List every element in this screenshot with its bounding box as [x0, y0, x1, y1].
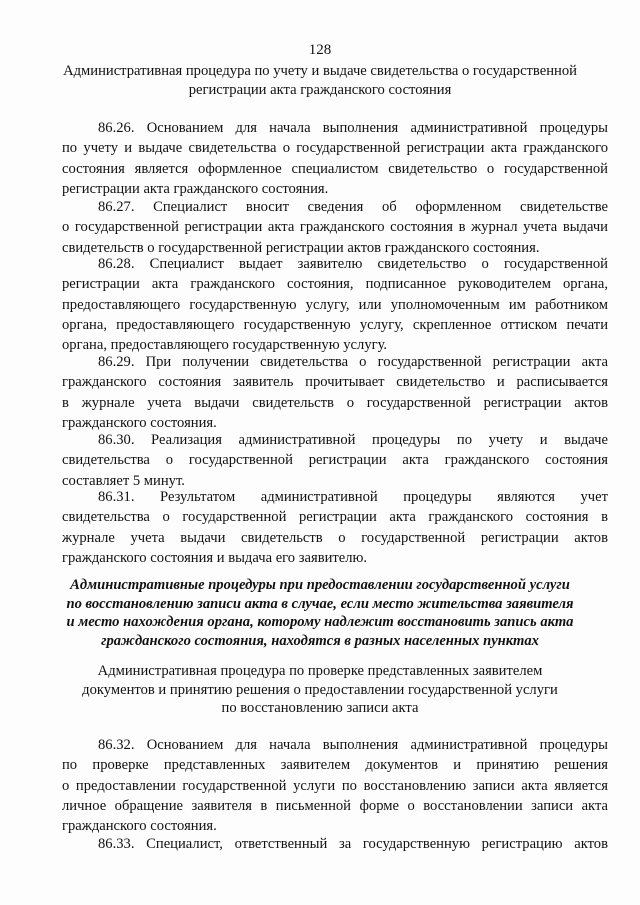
title-line: регистрации акта гражданского состояния — [188, 81, 452, 98]
paragraph-line: гражданского состояния заявитель прочитывает свидетельство и расписывается — [62, 374, 608, 391]
paragraph-line: 86.33. Специалист, ответственный за государственную регистрацию актов — [98, 836, 608, 852]
paragraph-line: предоставляющего государственную услугу, или уполномоченным им работником — [62, 296, 608, 313]
paragraph-line: регистрации акта гражданского состояния. — [62, 180, 329, 197]
paragraph-line: о предоставлении государственной услуги по восстановлению записи акта является — [62, 777, 608, 794]
title-line: Административная процедура по проверке представленных заявителем — [97, 663, 543, 679]
title-line: гражданского состояния, находятся в разных населенных пунктах — [101, 632, 539, 649]
paragraph-line: 86.28. Специалист выдает заявителю свидетельство о государственной — [98, 256, 608, 272]
page-number: 128 — [308, 42, 332, 58]
paragraph-line: 86.31. Результатом административной процедуры являются учет — [98, 489, 608, 505]
paragraph-line: свидетельства о государственной регистрации акта гражданского состояния в — [62, 509, 608, 526]
paragraph-line: органа, предоставляющего государственную услугу, скрепленное оттиском печати — [62, 316, 608, 333]
title-line: Административные процедуры при предоставлении государственной услуги — [70, 577, 570, 593]
paragraph-86-31 — [62, 487, 608, 568]
paragraph-86-27 — [62, 197, 608, 258]
paragraph-line: гражданского состояния и выдача его заявителю. — [62, 549, 368, 566]
section-title-issuance — [40, 62, 600, 99]
paragraph-line: по учету и выдаче свидетельства о государственной регистрации акта гражданского — [62, 140, 608, 157]
paragraph-line: 86.27. Специалист вносит сведения об оформленном свидетельстве — [98, 199, 608, 215]
paragraph-line: свидетельств о государственной регистрации актов гражданского состояния. — [62, 239, 540, 256]
paragraph-line: гражданского состояния. — [62, 818, 217, 835]
title-line: документов и принятию решения о предоставлении государственной услуги — [82, 681, 558, 698]
paragraph-line: гражданского состояния. — [62, 414, 217, 431]
paragraph-line: составляет 5 минут. — [62, 472, 185, 489]
title-line: и место нахождения органа, которому надлежит восстановить запись акта — [66, 614, 574, 630]
paragraph-line: 86.26. Основанием для начала выполнения административной процедуры — [98, 120, 608, 136]
title-line: по восстановлению записи акта — [221, 700, 419, 716]
title-line: по восстановлению записи акта в случае, если место жительства заявителя — [66, 595, 574, 612]
section-title-restoration — [40, 576, 600, 650]
paragraph-line: журнале учета выдачи свидетельств о государственной регистрации актов — [62, 529, 608, 546]
paragraph-86-28 — [62, 254, 608, 355]
paragraph-line: 86.30. Реализация административной процедуры по учету и выдаче — [98, 432, 608, 448]
paragraph-86-30 — [62, 430, 608, 491]
paragraph-line: по проверке представленных заявителем документов и принятию решения — [62, 757, 608, 774]
title-line: Административная процедура по учету и выдаче свидетельства о государственной — [63, 63, 577, 79]
paragraph-line: 86.29. При получении свидетельства о государственной регистрации акта — [98, 354, 608, 370]
paragraph-line: в журнале учета выдачи свидетельств о государственной регистрации актов — [62, 394, 608, 411]
paragraph-86-33 — [62, 834, 608, 854]
paragraph-line: о государственной регистрации акта гражданского состояния в журнал учета выдачи — [62, 219, 608, 236]
paragraph-line: свидетельства о государственной регистрации акта гражданского состояния — [62, 452, 608, 469]
paragraph-line: состояния является оформленное специалистом свидетельство о государственной — [62, 160, 608, 177]
paragraph-line: личное обращение заявителя в письменной форме о восстановлении записи акта — [62, 797, 608, 814]
paragraph-line: 86.32. Основанием для начала выполнения административной процедуры — [98, 737, 608, 753]
paragraph-86-26 — [62, 118, 608, 199]
section-title-verification — [40, 662, 600, 718]
paragraph-86-32 — [62, 735, 608, 836]
paragraph-line: органа, предоставляющего государственную услугу. — [62, 337, 388, 354]
paragraph-86-29 — [62, 352, 608, 433]
paragraph-line: регистрации акта гражданского состояния, подписанное руководителем органа, — [62, 276, 608, 293]
